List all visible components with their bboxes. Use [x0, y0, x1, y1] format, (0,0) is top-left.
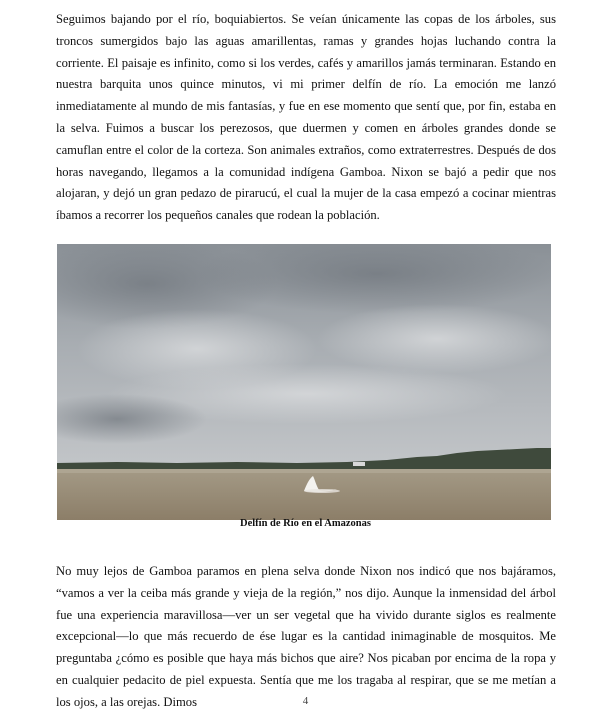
river: [57, 469, 551, 520]
river-dolphin-photo: [57, 244, 551, 520]
figure-caption: Delfín de Río en el Amazonas: [240, 518, 371, 529]
paragraph-2: No muy lejos de Gamboa paramos en plena selva donde Nixon nos indicó que nos bajáramos, “vamos a ver la ceiba más grande y vieja de la región,” nos dijo. Aunque la inmensidad del árbol fue una experiencia maravillosa—ver un ser vegetal que ha vivido durante siglos es realmente excepcional—lo que más recuerdo de ése lugar es la cantidad inimaginable de mosquitos. Me preguntaba ¿cómo es posible que haya más bichos que aire? Nos picaban por encima de la ropa y en cualquier pedacito de piel expuesta. Sentía que me los tragaba al respirar, que se me metían a los ojos, a las orejas. Dimos: [56, 564, 556, 709]
paragraph-1: Seguimos bajando por el río, boquiabiertos. Se veían únicamente las copas de los árboles, sus troncos sumergidos bajo las aguas amarillentas, ramas y grandes hojas luchando contra la corriente. El paisaje es infinito, como si los verdes, cafés y amarillos jamás terminaran. Estando en nuestra barquita unos quince minutos, vi mi primer delfín de río. La emoción me lanzó inmediatamente al mundo de mis fantasías, y fue en ese momento que sentí que, por fin, estaba en la selva. Fuimos a buscar los perezosos, que duermen y comen en árboles grandes donde se camuflan entre el color de la corteza. Son animales extraños, como extraterrestres. Después de dos horas navegando, llegamos a la comunidad indígena Gamboa. Nixon se bajó a pedir que nos alojaran, y dejó un gran pedazo de pirarucú, el cual la mujer de la casa empezó a cocinar mientras íbamos a recorrer los pequeños canales que rodean la población.: [56, 12, 556, 223]
cloud: [317, 304, 551, 374]
splash-foam: [304, 489, 340, 493]
page-number: 4: [302, 695, 309, 707]
river-shine: [57, 469, 551, 473]
boat: [353, 462, 365, 466]
